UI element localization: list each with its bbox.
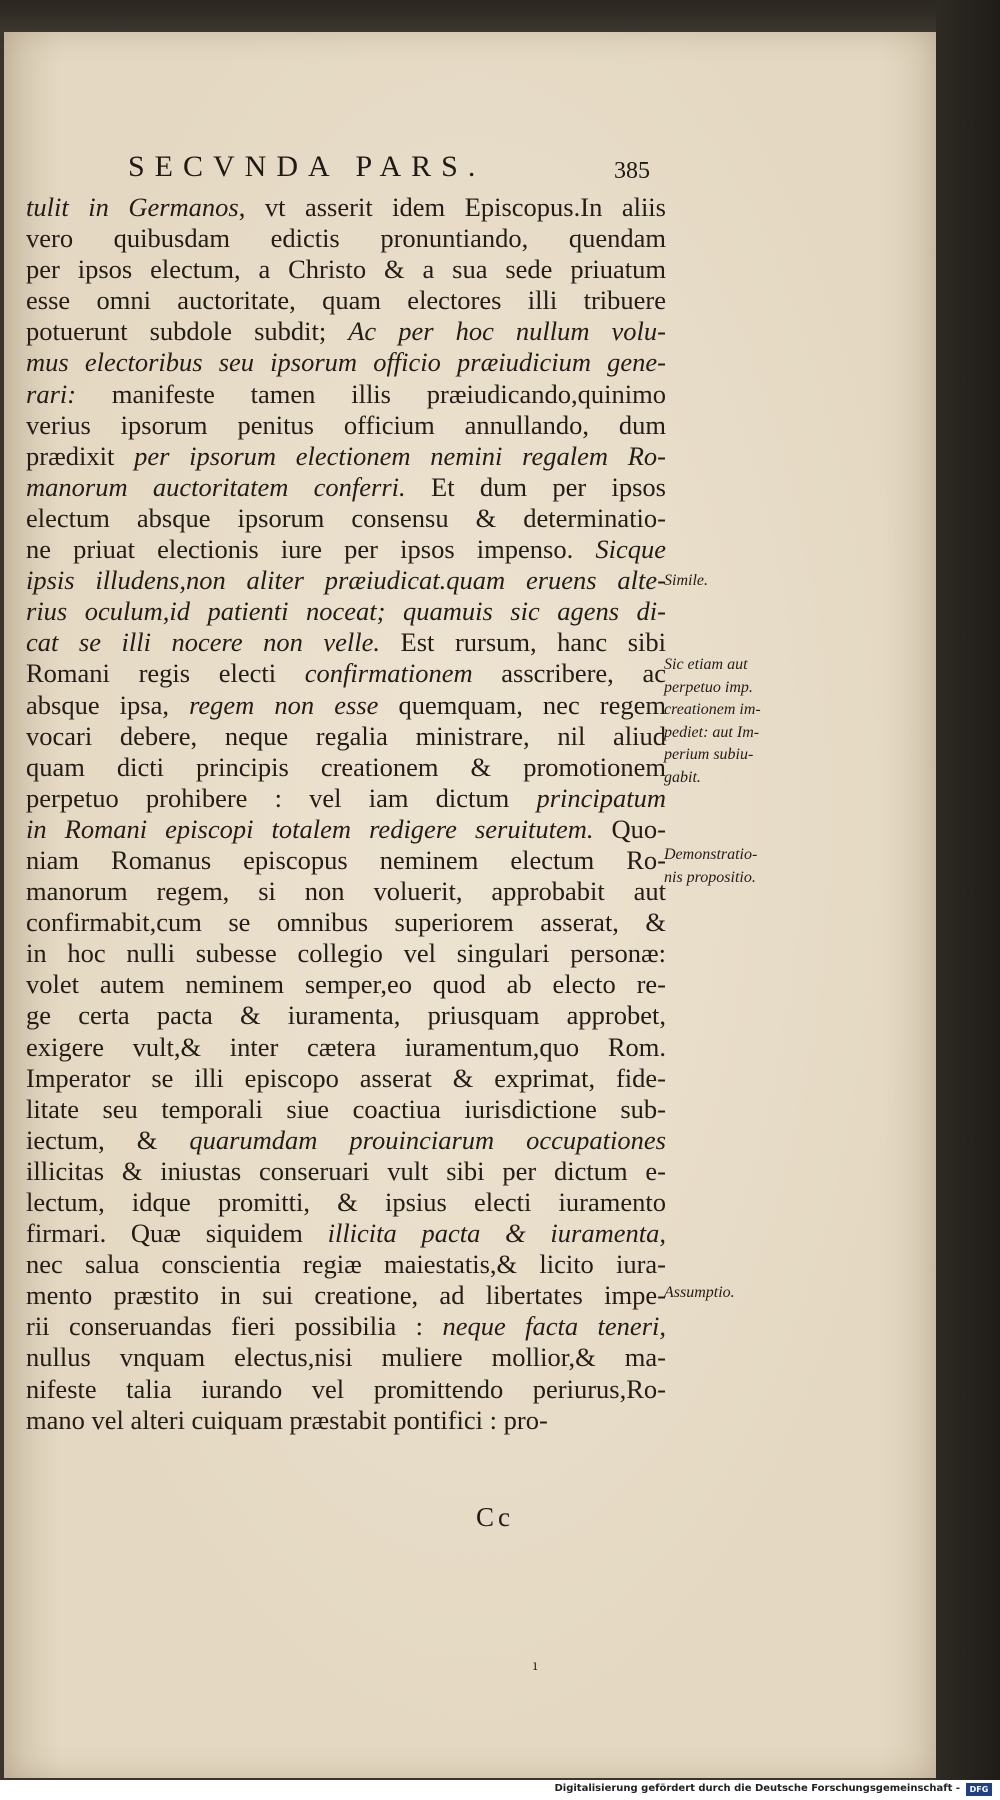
italic-segment: mus electoribus seu ipsorum officio præiudicium gene- [26, 347, 666, 378]
roman-segment: verius ipsorum penitus officium annullando, dum [26, 409, 666, 440]
margin-note-sic-etiam [664, 654, 814, 789]
margin-note-line: creationem im- [664, 701, 761, 718]
margin-note-line: gabit. [664, 768, 701, 786]
italic-segment: regem non esse [189, 689, 379, 720]
text-line [26, 1094, 666, 1125]
page-number: 385 [614, 158, 650, 184]
italic-segment: neque facta teneri, [442, 1311, 666, 1342]
text-line [26, 254, 666, 285]
text-line [26, 1374, 666, 1405]
italic-segment: cat se illi nocere non velle. [26, 627, 381, 658]
roman-segment: nullus vnquam electus,nisi muliere mollior,& ma- [26, 1342, 666, 1373]
italic-segment: Ac per hoc nullum volu- [348, 316, 666, 347]
text-line [26, 316, 666, 347]
roman-segment: quam dicti principis creationem & promotionem [26, 751, 666, 782]
italic-segment: rius oculum,id patienti noceat; quamuis sic agens di- [26, 596, 666, 627]
roman-segment: Quo- [593, 813, 666, 844]
text-line [26, 1187, 666, 1218]
roman-segment: ne priuat electionis iure per ipsos impenso. [26, 534, 596, 565]
roman-segment: manorum regem, si non voluerit, approbabit aut [26, 876, 666, 907]
text-line [26, 876, 666, 907]
roman-segment: niam Romanus episcopus neminem electum Ro- [26, 844, 666, 875]
italic-segment: principatum [536, 782, 666, 813]
roman-segment: Romani regis electi [26, 658, 305, 689]
margin-note-line: perium subiu- [664, 746, 754, 763]
roman-segment: esse omni auctoritate, quam electores illi tribuere [26, 285, 666, 316]
text-line [26, 534, 666, 565]
roman-segment: potuerunt subdole subdit; [26, 316, 349, 347]
text-line [26, 596, 666, 627]
roman-segment: nec salua conscientia regiæ maiestatis,& licito iura- [26, 1249, 666, 1280]
text-line [26, 1032, 666, 1063]
roman-segment: mano vel alteri cuiquam præstabit pontifici : pro- [26, 1404, 548, 1435]
text-line [26, 441, 666, 472]
text-line [26, 1342, 666, 1373]
text-line [26, 223, 666, 254]
text-line [26, 627, 666, 658]
roman-segment: vero quibusdam edictis pronuntiando, quendam [26, 223, 666, 254]
text-line [26, 1000, 666, 1031]
text-line [26, 721, 666, 752]
margin-note-line: Simile. [664, 572, 708, 589]
roman-segment: litate seu temporali siue coactiua iurisdictione sub- [26, 1093, 666, 1124]
margin-note-line: pediet: aut Im- [664, 723, 760, 741]
text-line [26, 814, 666, 845]
text-line [26, 1218, 666, 1249]
roman-segment: confirmabit,cum se omnibus superiorem asserat, & [26, 907, 666, 938]
roman-segment: prædixit [26, 440, 135, 471]
roman-segment: ge certa pacta & iuramenta, priusquam approbet, [26, 1000, 666, 1031]
roman-segment: perpetuo prohibere : vel iam dictum [26, 782, 537, 813]
margin-note-line: Sic etiam aut [664, 656, 748, 673]
roman-segment: mento præstito in sui creatione, ad libertates impe- [26, 1280, 666, 1311]
margin-note-line: Assumptio. [664, 1284, 735, 1301]
text-line [26, 410, 666, 441]
italic-segment: quarumdam prouinciarum occupationes [189, 1124, 666, 1155]
roman-segment: in hoc nulli subesse collegio vel singulari personæ: [26, 938, 666, 969]
text-line [26, 690, 666, 721]
text-line [26, 347, 666, 378]
italic-segment: ipsis illudens,non aliter præiudicat.quam eruens alte- [26, 565, 666, 596]
text-line [26, 1280, 666, 1311]
roman-segment: quemquam, nec regem [378, 689, 667, 720]
italic-segment: rari: [26, 378, 77, 409]
italic-segment: Sicque [595, 534, 666, 565]
text-line [26, 1249, 666, 1280]
signature-mark: Cc [476, 1502, 514, 1532]
text-line [26, 938, 666, 969]
roman-segment: electum absque ipsorum consensu & determinatio- [26, 502, 666, 533]
running-head: SECVNDA PARS. [128, 150, 486, 183]
italic-segment: illicita pacta & iuramenta, [327, 1218, 666, 1249]
roman-segment: absque ipsa, [26, 689, 190, 720]
roman-segment: Et dum per ipsos [405, 471, 666, 502]
scan-background-top [0, 0, 1000, 36]
margin-note-assumptio [664, 1282, 814, 1305]
roman-segment: firmari. Quæ siquidem [26, 1218, 328, 1249]
text-line [26, 285, 666, 316]
text-line [26, 907, 666, 938]
margin-note-line: perpetuo imp. [664, 678, 753, 696]
roman-segment: per ipsos electum, a Christo & a sua sede priuatum [26, 254, 666, 285]
margin-note-line: nis propositio. [664, 868, 756, 886]
roman-segment: Imperator se illi episcopo asserat & exprimat, fide- [26, 1062, 666, 1093]
text-line [26, 752, 666, 783]
roman-segment: exigere vult,& inter cætera iuramentum,quo Rom. [26, 1031, 666, 1062]
roman-segment: iectum, & [26, 1124, 190, 1155]
dfg-logo: DFG [966, 1783, 992, 1796]
text-line [26, 1125, 666, 1156]
margin-note-line: Demonstratio- [664, 846, 758, 863]
body-text [26, 192, 666, 1436]
roman-segment: vocari debere, neque regalia ministrare, nil aliud [26, 720, 666, 751]
margin-note-demonstratio [664, 844, 814, 889]
italic-segment: tulit in Germanos [26, 192, 239, 222]
roman-segment: lectum, idque promitti, & ipsius electi iuramento [26, 1187, 666, 1217]
margin-note-simile [664, 570, 814, 593]
roman-segment: asscribere, ac [472, 658, 666, 689]
ink-speck: ı [533, 1658, 538, 1674]
text-line [26, 472, 666, 503]
text-line [26, 565, 666, 596]
roman-segment: nifeste talia iurando vel promittendo periurus,Ro- [26, 1373, 666, 1404]
roman-segment: Est rursum, hanc sibi [380, 627, 667, 658]
text-line [26, 1311, 666, 1342]
roman-segment: , vt asserit idem Episcopus.In aliis [238, 192, 666, 222]
roman-segment: manifeste tamen illis præiudicando,quinimo [76, 378, 666, 409]
italic-segment: in Romani episcopi totalem redigere seruitutem. [26, 813, 594, 844]
digitization-credit-bar [0, 1780, 1000, 1800]
text-line [26, 658, 666, 689]
text-line [26, 845, 666, 876]
roman-segment: rii conseruandas fieri possibilia : [26, 1311, 443, 1342]
roman-segment: volet autem neminem semper,eo quod ab electo re- [26, 969, 666, 1000]
roman-segment: illicitas & iniustas conseruari vult sibi per dictum e- [26, 1155, 666, 1186]
italic-segment: per ipsorum electionem nemini regalem Ro- [134, 440, 666, 471]
scan-background-right [936, 0, 1000, 1780]
text-line [26, 503, 666, 534]
text-line [26, 192, 666, 223]
credit-text: Digitalisierung gefördert durch die Deutsche Forschungsgemeinschaft - [554, 1783, 960, 1794]
text-line [26, 1405, 666, 1436]
text-line [26, 783, 666, 814]
text-line [26, 1156, 666, 1187]
text-line [26, 379, 666, 410]
italic-segment: confirmationem [304, 658, 473, 689]
italic-segment: manorum auctoritatem conferri. [26, 471, 406, 502]
text-line [26, 969, 666, 1000]
text-line [26, 1063, 666, 1094]
